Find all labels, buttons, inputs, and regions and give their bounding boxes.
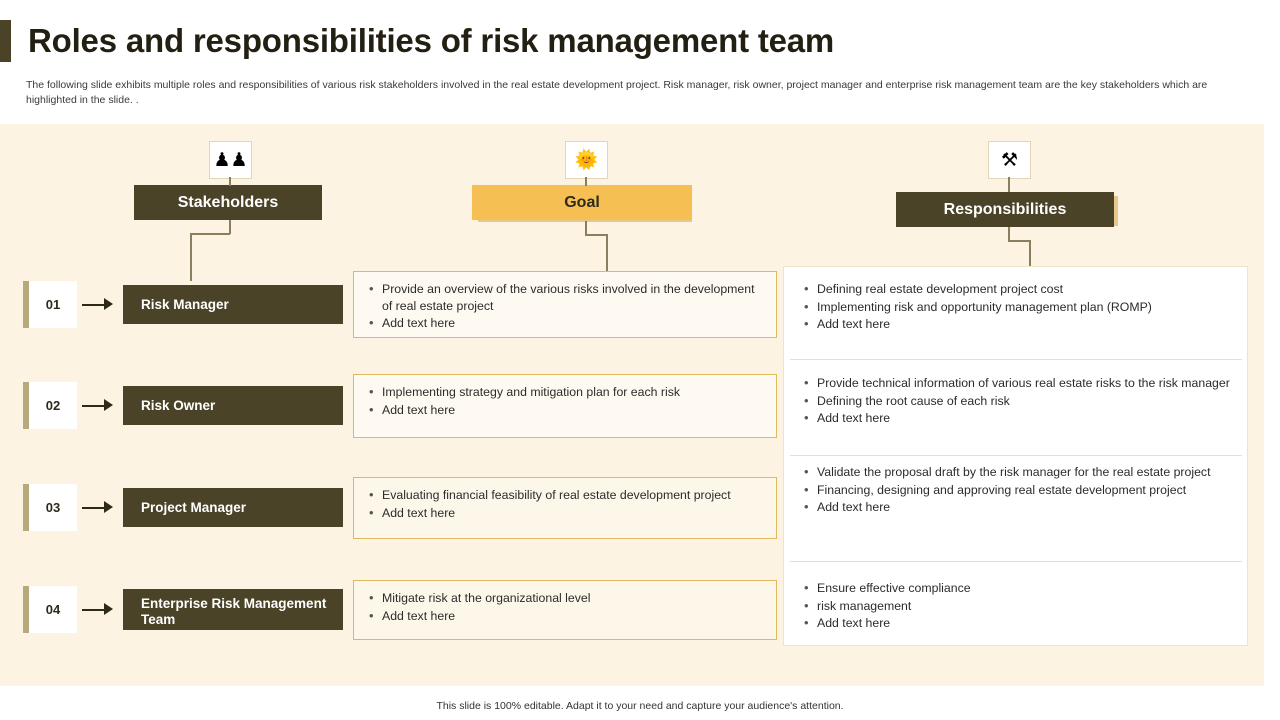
- people-group-icon: ♟♟: [209, 141, 252, 179]
- goal-bullet: • Add text here: [382, 608, 766, 625]
- connector-line: [1008, 240, 1030, 242]
- responsibility-bullet: • Implementing risk and opportunity management plan (ROMP): [817, 299, 1245, 316]
- goal-card-04: [353, 580, 777, 640]
- connector-line: [585, 177, 587, 186]
- stakeholder-name-02: Risk Owner: [123, 386, 343, 425]
- responsibility-divider: [790, 359, 1242, 360]
- responsibility-bullets-04: [795, 580, 1245, 632]
- connector-line: [1008, 177, 1010, 192]
- row-arrow-stem: [82, 609, 104, 611]
- goal-bullet: • Implementing strategy and mitigation plan for each risk: [382, 384, 766, 401]
- responsibility-bullet: • Defining the root cause of each risk: [817, 393, 1245, 410]
- stakeholder-name-03: Project Manager: [123, 488, 343, 527]
- responsibility-bullet: • Provide technical information of various real estate risks to the risk manager: [817, 375, 1245, 392]
- responsibility-bullet: • Add text here: [817, 410, 1245, 427]
- goal-bullet: • Add text here: [382, 315, 766, 332]
- goal-bullet: • Add text here: [382, 505, 766, 522]
- stakeholder-name-04: Enterprise Risk Management Team: [123, 589, 343, 630]
- row-number-01: 01: [23, 281, 77, 328]
- goal-bullet: • Add text here: [382, 402, 766, 419]
- title-accent-bar: [0, 20, 11, 62]
- goal-bullet: • Provide an overview of the various risks involved in the development of real estate project: [382, 281, 766, 314]
- connector-line: [229, 177, 231, 186]
- goal-bullets-04: [360, 590, 766, 624]
- responsibility-block-03: [795, 464, 1245, 517]
- connector-line: [606, 234, 608, 276]
- responsibility-bullet: • Add text here: [817, 316, 1245, 333]
- row-arrow-stem: [82, 507, 104, 509]
- row-number-02: 02: [23, 382, 77, 429]
- connector-line: [190, 233, 192, 281]
- responsibility-bullet: • Defining real estate development project cost: [817, 281, 1245, 298]
- responsibility-bullets-01: [795, 281, 1245, 333]
- row-arrow-02: [104, 399, 113, 411]
- connector-line: [1029, 240, 1031, 268]
- goal-bullets-02: [360, 384, 766, 418]
- column-header-stakeholders: Stakeholders: [134, 185, 322, 220]
- goal-bullet: • Evaluating financial feasibility of real estate development project: [382, 487, 766, 504]
- responsibility-bullet: • Add text here: [817, 499, 1245, 516]
- responsibility-block-01: [795, 281, 1245, 334]
- responsibility-bullets-02: [795, 375, 1245, 427]
- goal-card-03: [353, 477, 777, 539]
- row-arrow-03: [104, 501, 113, 513]
- target-idea-icon: 🌞: [565, 141, 608, 179]
- goal-card-01: [353, 271, 777, 338]
- stakeholder-name-01: Risk Manager: [123, 285, 343, 324]
- responsibility-divider: [790, 455, 1242, 456]
- responsibility-bullet: • Add text here: [817, 615, 1245, 632]
- connector-line: [585, 221, 587, 235]
- row-number-04: 04: [23, 586, 77, 633]
- row-arrow-stem: [82, 304, 104, 306]
- responsibility-bullet: • Financing, designing and approving real estate development project: [817, 482, 1245, 499]
- responsibility-divider: [790, 561, 1242, 562]
- row-arrow-stem: [82, 405, 104, 407]
- page-subtitle: The following slide exhibits multiple roles and responsibilities of various risk stakeholders involved in the real estate development project. Risk manager, risk owner, project manager and enterprise risk management team are the key stakeholders which are highlighted in the slide. .: [26, 79, 1208, 106]
- responsibility-block-04: [795, 580, 1245, 633]
- slide-footer-note: This slide is 100% editable. Adapt it to your need and capture your audience's attention.: [436, 700, 844, 712]
- goal-bullets-03: [360, 487, 766, 521]
- goal-bullet: • Mitigate risk at the organizational level: [382, 590, 766, 607]
- goal-card-02: [353, 374, 777, 438]
- responsibility-bullet: • Validate the proposal draft by the risk manager for the real estate project: [817, 464, 1245, 481]
- column-header-responsibilities: Responsibilities: [896, 192, 1114, 227]
- goal-bullets-01: [360, 281, 766, 332]
- responsibility-bullet: • risk management: [817, 598, 1245, 615]
- row-arrow-04: [104, 603, 113, 615]
- column-header-goal: Goal: [472, 185, 692, 220]
- page-title: Roles and responsibilities of risk management team: [28, 22, 835, 59]
- hand-gear-icon: ⚒: [988, 141, 1031, 179]
- connector-line: [190, 233, 230, 235]
- connector-line: [229, 220, 231, 234]
- row-arrow-01: [104, 298, 113, 310]
- row-number-03: 03: [23, 484, 77, 531]
- connector-line: [1008, 227, 1010, 241]
- responsibility-bullet: • Ensure effective compliance: [817, 580, 1245, 597]
- responsibility-bullets-03: [795, 464, 1245, 516]
- connector-line: [585, 234, 607, 236]
- responsibility-block-02: [795, 375, 1245, 428]
